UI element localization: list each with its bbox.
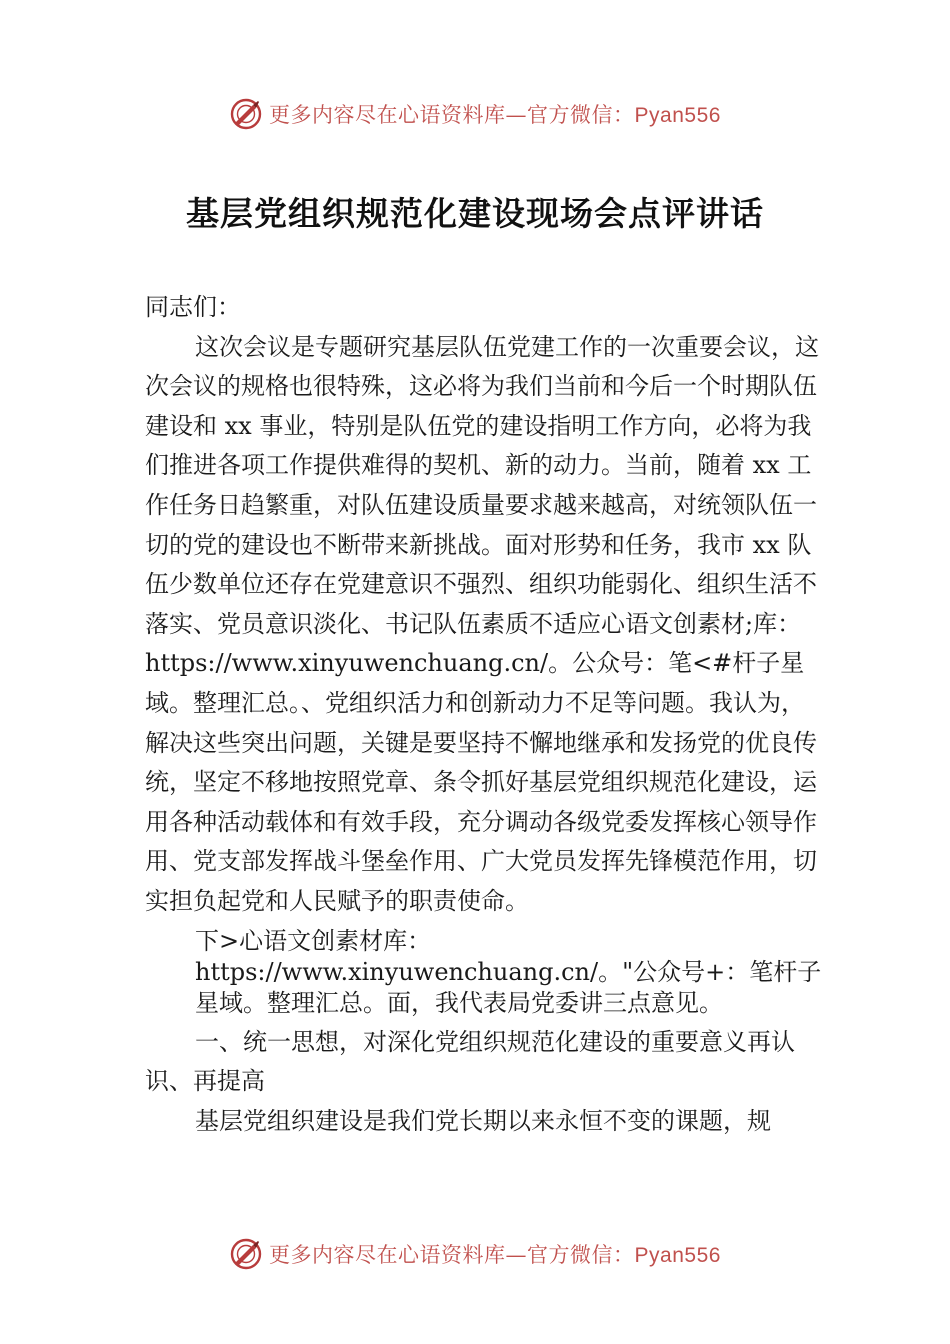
header-banner-text: 更多内容尽在心语资料库—官方微信：Pyan556 (269, 103, 721, 127)
paragraph-3: 基层党组织建设是我们党长期以来永恒不变的课题，规 (195, 1106, 771, 1135)
header-wechat-id: Pyan556 (634, 104, 721, 127)
document-body (145, 288, 835, 1141)
footer-banner-text: 更多内容尽在心语资料库—官方微信：Pyan556 (269, 1243, 721, 1267)
footer-wechat-id: Pyan556 (634, 1244, 721, 1267)
paragraph-2: 下>心语文创素材库：https://www.xinyuwenchuang.cn/。"公众号+：笔杆子星域。整理汇总。面，我代表局党委讲三点意见。 (195, 926, 822, 1017)
document-title: 基层党组织规范化建设现场会点评讲话 (186, 194, 764, 233)
section-heading-1: 一、统一思想，对深化党组织规范化建设的重要意义再认识、再提高 (145, 1027, 795, 1096)
header-banner (0, 92, 950, 136)
paragraph-1: 这次会议是专题研究基层队伍党建工作的一次重要会议，这次会议的规格也很特殊，这必将为我们当前和今后一个时期队伍建设和 xx 事业，特别是队伍党的建设指明工作方向，必将为我们推进各项工作提供难得的契机、新的动力。当前，随着 xx 工作任务日趋繁重，对队伍建设质量要求越来越高，对统领队伍一切的党的建设也不断带来新挑战。面对形势和任务，我市 xx 队伍少数单位还存在党建意识不强烈、组织功能弱化、组织生活不落实、党员意识淡化、书记队伍素质不适应心语文创素材;库：https://www.xinyuwenchuang.cn/。公众号：笔<#杆子星域。整理汇总。、党组织活力和创新动力不足等问题。我认为， 解决这些突出问题，关键是要坚持不懈地继承和发扬党的优良传统，坚定不移地按照党章、条令抓好基层党组织规范化建设，运用各种活动载体和有效手段，充分调动各级党委发挥核心领导作用、党支部发挥战斗堡垒作用、广大党员发挥先锋模范作用，切实担负起党和人民赋予的职责使命。 (145, 332, 819, 915)
brand-logo-icon (229, 97, 263, 131)
brand-logo-icon (229, 1237, 263, 1271)
salutation: 同志们： (145, 293, 241, 321)
footer-banner (0, 1232, 950, 1276)
